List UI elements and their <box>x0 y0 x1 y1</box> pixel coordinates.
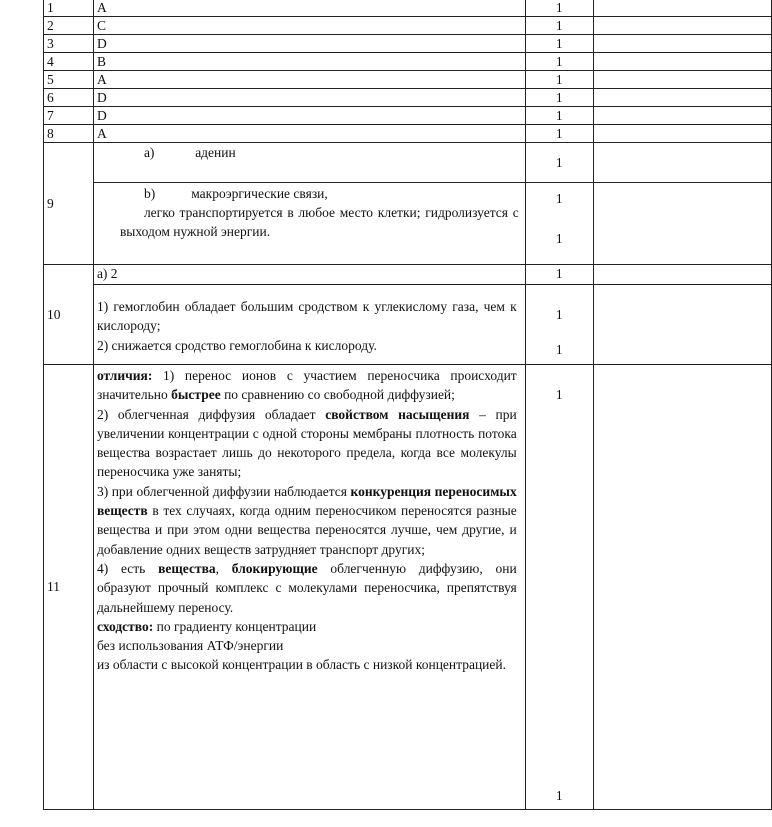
q9-a-text: аденин <box>195 145 236 160</box>
answer-cell: A <box>93 0 525 17</box>
q10-b-line1: 1) гемоглобин обладает большим сродством к углекислому газа, чем к кислороду; <box>96 299 517 334</box>
q10-b-points <box>525 285 593 365</box>
question-number: 10 <box>44 265 94 365</box>
q9-b-text: макроэргические связи, <box>191 186 328 201</box>
question-number: 9 <box>44 143 94 265</box>
points-cell: 1 <box>525 35 593 53</box>
q11-diff-label: отличия: <box>96 368 153 383</box>
answer-cell: A <box>93 71 525 89</box>
q10-a-points: 1 <box>525 265 593 285</box>
points-cell: 1 <box>525 53 593 71</box>
bold-text: конкуренция переносимых веществ <box>96 483 517 519</box>
question-number: 1 <box>44 0 94 17</box>
q10-b-line2: 2) снижается сродство гемоглобина к кислороду. <box>96 337 377 353</box>
text: по градиенту концентрации <box>153 618 317 634</box>
comment-cell <box>593 53 771 71</box>
q10-answer-a: a) 2 <box>93 265 525 285</box>
answer-cell: D <box>93 89 525 107</box>
short-answer-row <box>44 0 772 17</box>
question-number: 7 <box>44 107 94 125</box>
comment-cell <box>593 125 771 143</box>
points-value: 1 <box>555 342 563 358</box>
q11-para-3 <box>97 482 517 559</box>
question-number: 8 <box>44 125 94 143</box>
q9-b-points <box>525 183 593 265</box>
comment-cell <box>593 89 771 107</box>
points-cell: 1 <box>525 71 593 89</box>
points-value: 1 <box>555 154 563 170</box>
comment-cell <box>593 183 771 265</box>
comment-cell <box>593 365 771 810</box>
answer-key-table <box>43 0 772 810</box>
bold-text: блокирующие <box>231 560 318 576</box>
question-9-row-b <box>44 183 772 265</box>
points-cell: 1 <box>525 125 593 143</box>
q11-sim-3: из области с высокой концентрации в область с низкой концентрацией. <box>96 657 506 673</box>
q11-para-4 <box>97 559 517 617</box>
q9-answer-a <box>93 143 525 183</box>
q11-sim-label: сходство: <box>96 618 154 634</box>
answer-cell: D <box>93 107 525 125</box>
question-number: 2 <box>44 17 94 35</box>
comment-cell <box>593 143 771 183</box>
text: , <box>215 560 232 576</box>
comment-cell <box>593 107 771 125</box>
short-answer-row <box>44 125 772 143</box>
question-10-row-a <box>44 265 772 285</box>
short-answers-body <box>44 0 772 143</box>
comment-cell <box>593 285 771 365</box>
points-value: 1 <box>555 231 563 247</box>
comment-cell <box>593 0 771 17</box>
question-number: 11 <box>44 365 94 810</box>
text: 3) при облегченной диффузии наблюдается <box>96 483 351 499</box>
short-answer-row <box>44 71 772 89</box>
question-number: 6 <box>44 89 94 107</box>
q11-para-1 <box>97 366 517 405</box>
points-value: 1 <box>555 387 563 402</box>
q9-a-marker: a) <box>143 145 155 160</box>
short-answer-row <box>44 53 772 71</box>
q9-answer-b <box>93 183 525 265</box>
points-value: 1 <box>555 787 563 803</box>
comment-cell <box>593 17 771 35</box>
points-cell: 1 <box>525 17 593 35</box>
q9-a-points <box>525 143 593 183</box>
text: – при увеличении концентрации с одной стороны мембраны плотность потока вещества возрастает лишь до некоторого предела, когда все молекулы переносчика уже заняты; <box>96 406 517 480</box>
answer-cell: D <box>93 35 525 53</box>
points-cell: 1 <box>525 107 593 125</box>
bold-text: вещества <box>158 560 216 576</box>
text: облегченную диффузию, они образуют прочный комплекс с молекулами переносчика, препятствуя дальнейшему переносу. <box>96 560 517 615</box>
points-value: 1 <box>555 307 563 322</box>
answer-cell: C <box>93 17 525 35</box>
short-answer-row <box>44 89 772 107</box>
points-value: 1 <box>555 191 563 206</box>
q11-points <box>525 365 593 810</box>
bold-text: быстрее <box>171 387 221 403</box>
q11-para-2 <box>97 405 517 482</box>
comment-cell <box>593 265 771 285</box>
q9-b-cont: легко транспортируется в любое место клетки; гидролизуется с выходом нужной энергии. <box>119 205 519 240</box>
q11-sim-2: без использования АТФ/энергии <box>96 638 284 654</box>
question-11-row <box>44 365 772 810</box>
comment-cell <box>593 71 771 89</box>
question-number: 5 <box>44 71 94 89</box>
question-10-row-b <box>44 285 772 365</box>
q11-answer <box>93 365 525 810</box>
q10-answer-b <box>93 285 525 365</box>
q9-b-marker: b) <box>143 186 156 201</box>
short-answer-row <box>44 107 772 125</box>
answer-cell: B <box>93 53 525 71</box>
text: по сравнению со свободной диффузией; <box>220 387 455 403</box>
points-cell: 1 <box>525 89 593 107</box>
short-answer-row <box>44 35 772 53</box>
bold-text: свойством насыщения <box>325 406 470 422</box>
text: в тех случаях, когда одним переносчиком переносятся разные вещества и при этом одни вещества переносятся лучше, чем другие, и добавление одних веществ затрудняет транспорт других; <box>96 503 517 557</box>
q11-similarity <box>97 617 517 636</box>
question-9-row-a <box>44 143 772 183</box>
answer-cell: A <box>93 125 525 143</box>
short-answer-row <box>44 17 772 35</box>
text: 1) перенос ионов с участием переносчика происходит значительно <box>96 368 517 403</box>
question-number: 4 <box>44 53 94 71</box>
comment-cell <box>593 35 771 53</box>
text: 4) есть <box>96 560 159 576</box>
text: 2) облегченная диффузия обладает <box>96 406 326 422</box>
question-number: 3 <box>44 35 94 53</box>
points-cell: 1 <box>525 0 593 17</box>
